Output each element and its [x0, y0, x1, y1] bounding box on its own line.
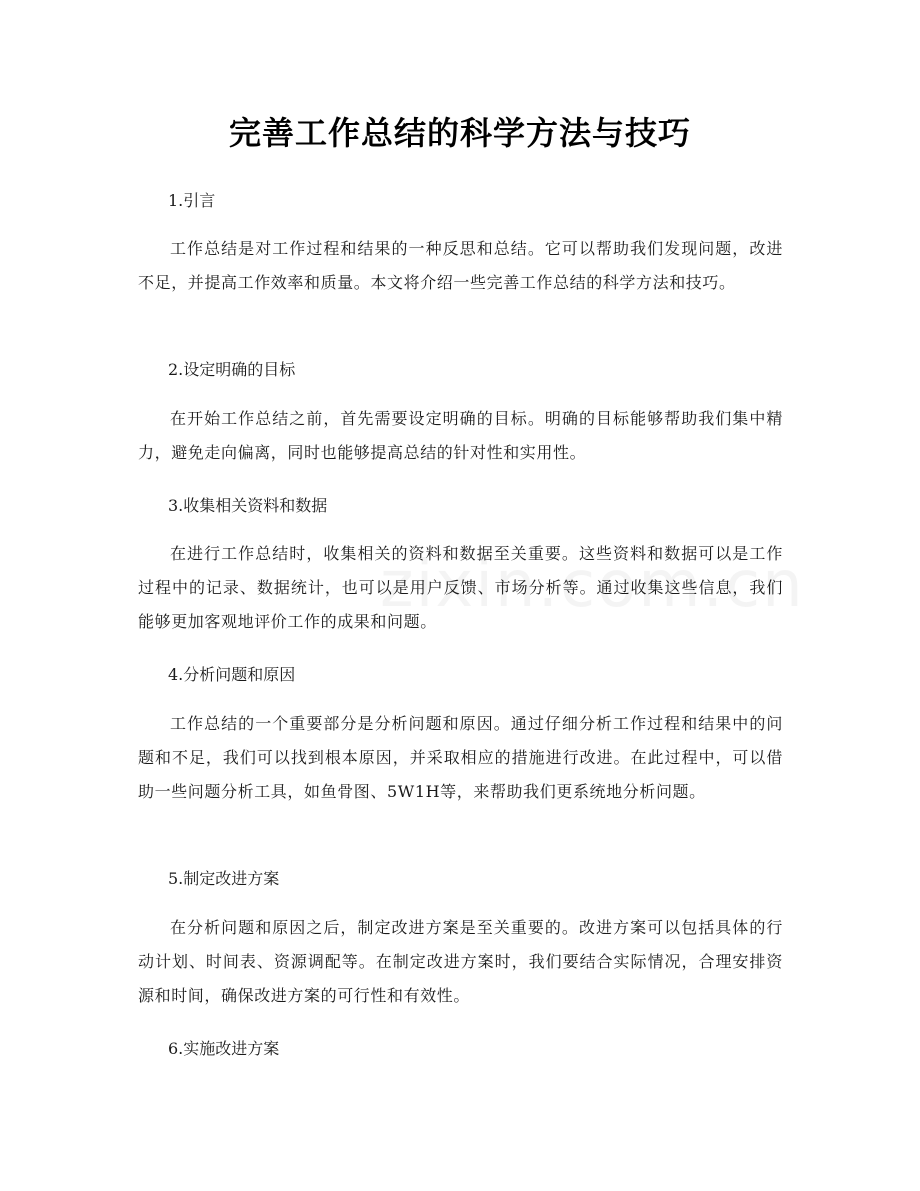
section-heading-2: 2.设定明确的目标 [168, 360, 296, 379]
section-paragraph-1: 工作总结是对工作过程和结果的一种反思和总结。它可以帮助我们发现问题，改进不足，并提高工作效率和质量。本文将介绍一些完善工作总结的科学方法和技巧。 [138, 239, 783, 292]
document-title: 完善工作总结的科学方法与技巧 [228, 114, 691, 152]
section-heading-4: 4.分析问题和原因 [168, 665, 296, 684]
section-paragraph-4: 工作总结的一个重要部分是分析问题和原因。通过仔细分析工作过程和结果中的问题和不足，我们可以找到根本原因，并采取相应的措施进行改进。在此过程中，可以借助一些问题分析工具，如鱼骨图、5W1H等，来帮助我们更系统地分析问题。 [138, 714, 783, 801]
section-heading-5: 5.制定改进方案 [168, 869, 280, 888]
section-heading-3: 3.收集相关资料和数据 [168, 496, 328, 515]
section-heading-1: 1.引言 [168, 191, 216, 210]
section-paragraph-5: 在分析问题和原因之后，制定改进方案是至关重要的。改进方案可以包括具体的行动计划、时间表、资源调配等。在制定改进方案时，我们要结合实际情况，合理安排资源和时间，确保改进方案的可行性和有效性。 [138, 918, 783, 1005]
section-heading-6: 6.实施改进方案 [168, 1039, 280, 1058]
section-paragraph-3: 在进行工作总结时，收集相关的资料和数据至关重要。这些资料和数据可以是工作过程中的记录、数据统计，也可以是用户反馈、市场分析等。通过收集这些信息，我们能够更加客观地评价工作的成果和问题。 [138, 544, 783, 631]
section-paragraph-2: 在开始工作总结之前，首先需要设定明确的目标。明确的目标能够帮助我们集中精力，避免走向偏离，同时也能够提高总结的针对性和实用性。 [138, 409, 783, 462]
